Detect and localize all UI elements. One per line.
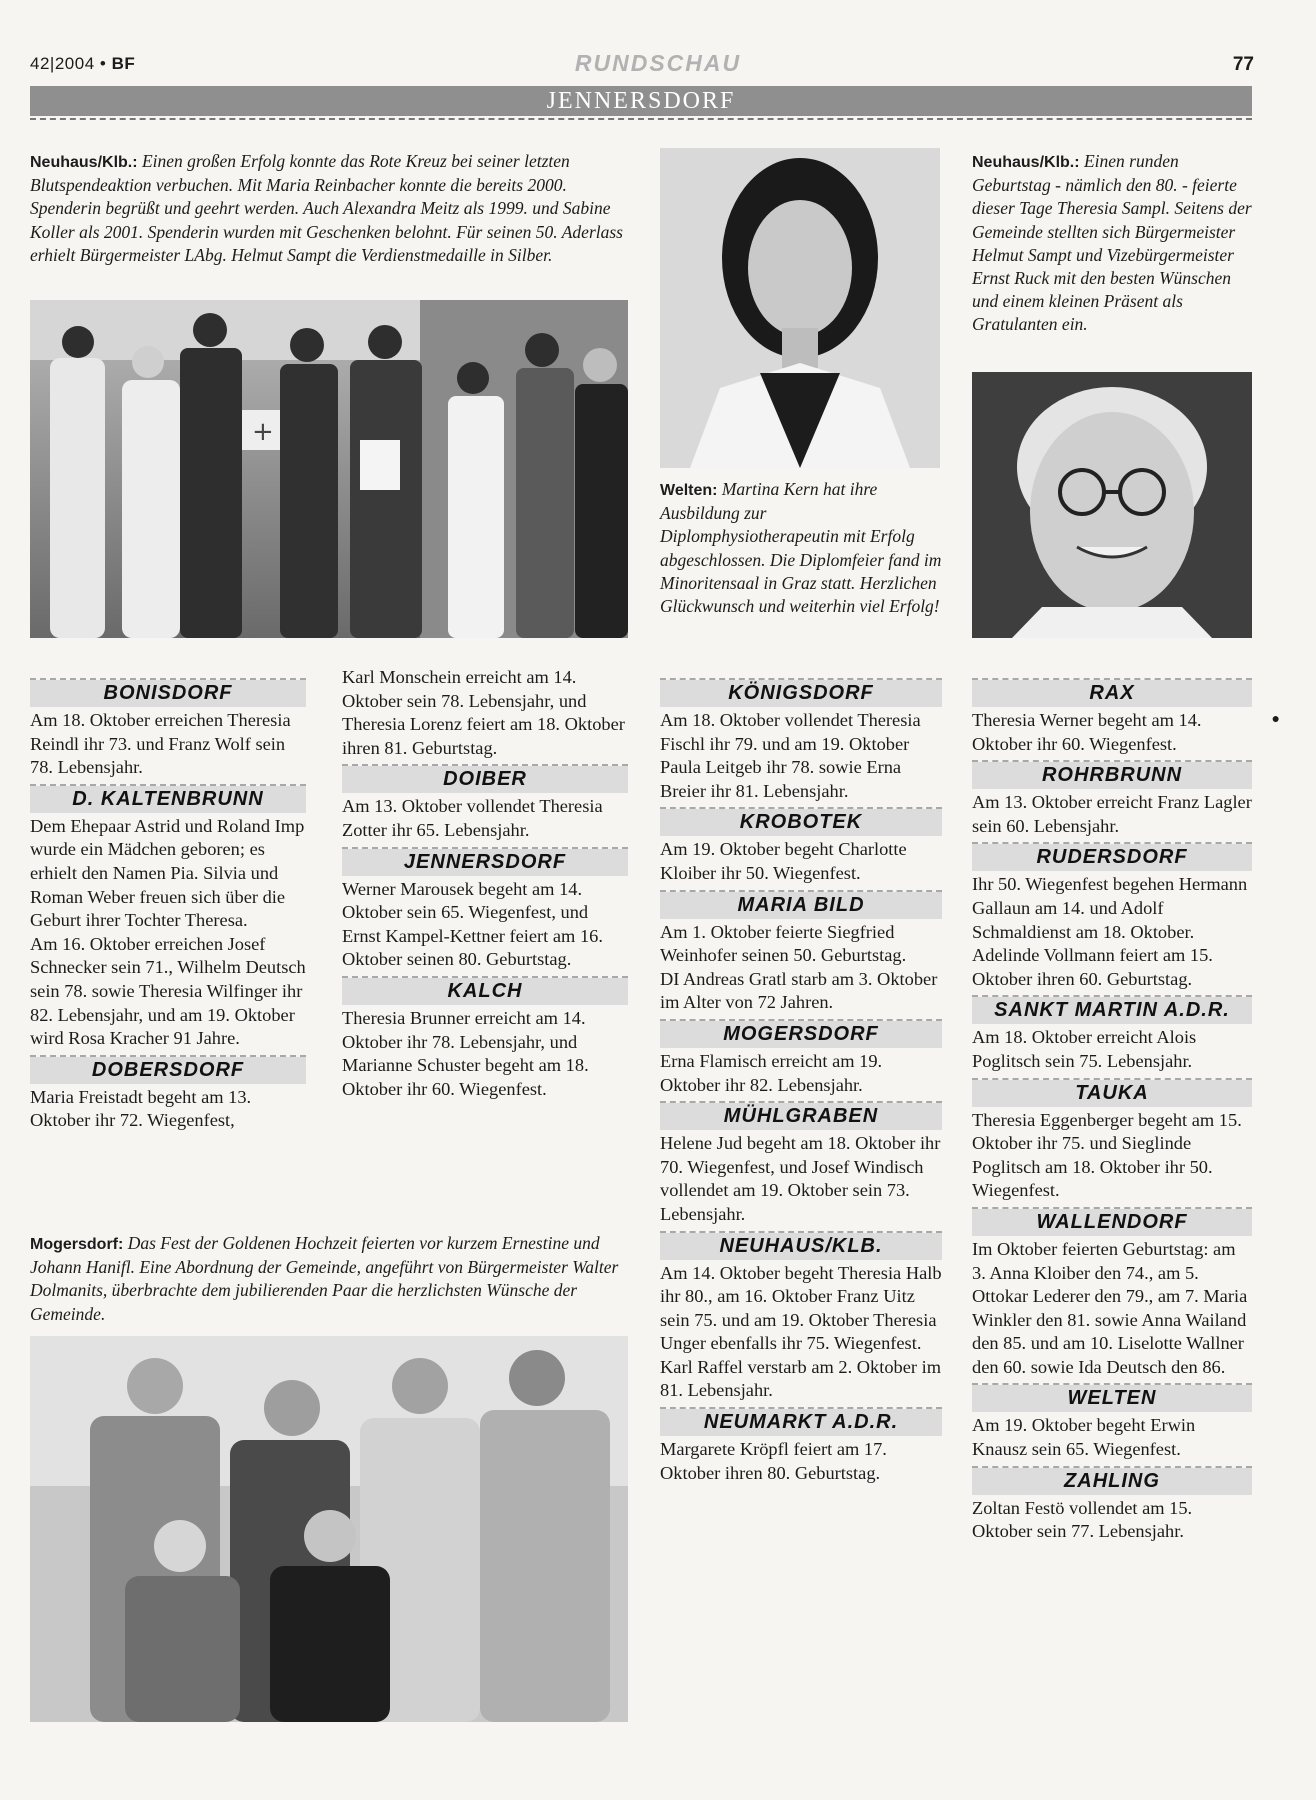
section-heading: ZAHLING [972,1468,1252,1495]
section-tauka [972,1078,1252,1203]
caption-location: Welten: [660,482,718,499]
banner-divider [30,118,1252,120]
section-rax [972,678,1252,756]
issue-bullet: • [99,54,107,73]
section-text: Erna Flamisch erreicht am 19. Oktober ihr 82. Lebensjahr. [660,1050,883,1095]
section-text: Dem Ehepaar Astrid und Roland Imp wurde ein Mädchen geboren; es erhielt den Namen Pia. Silvia und Roman Weber freuen sich über die Geburt ihrer Tochter Theresa. [30,815,305,931]
caption-location: Neuhaus/Klb.: [30,154,138,171]
section-text: Im Oktober feierten Geburtstag: am 3. Anna Kloiber den 74., am 5. Ottokar Lederer den 79., am 7. Maria Winkler den 81. sowie Anna Wailand den 85. und am 10. Liselotte Wallner den 60. sowie Ida Deutsch den 86. [972,1238,1248,1377]
section-text: Am 18. Oktober erreichen Theresia Reindl ihr 73. und Franz Wolf sein 78. Lebensjahr. [30,710,291,778]
section-text: Am 19. Oktober begeht Charlotte Kloiber ihr 50. Wiegenfest. [660,839,907,883]
section-text: Theresia Brunner erreicht am 14. Oktober ihr 78. Lebensjahr, und Marianne Schuster begeht am 18. Oktober ihr 60. Wiegenfest. [342,1007,589,1099]
scan-dot-icon: ● [1271,712,1280,727]
caption-blood-drive [30,150,630,267]
section-text: Zoltan Festö vollendet am 15. Oktober sein 77. Lebensjahr. [972,1497,1193,1542]
caption-golden-wedding [30,1232,630,1326]
section-wallendorf [972,1207,1252,1380]
svg-text:+: + [252,417,274,447]
section-heading: RUDERSDORF [972,844,1252,871]
section-text: Ihr 50. Wiegenfest begehen Hermann Gallaun am 14. und Adolf Schmaldienst am 18. Oktober. Adelinde Vollmann feiert am 15. Oktober ihren 60. Geburtstag. [972,874,1248,989]
section-heading: ROHRBRUNN [972,762,1252,789]
section-rudersdorf [972,842,1252,991]
section-heading: MARIA BILD [660,892,942,919]
caption-text: Einen großen Erfolg konnte das Rote Kreuz bei seiner letzten Blutspendeaktion verbuchen. Mit Maria Reinbacher konnte die bereits 2000. Spenderin begrüßt und geehrt werden. Auch Alexandra Meitz als 1999. und Sabine Koller als 2001. Spenderin wurden mit Geschenken belohnt. Für seinen 50. Aderlass erhielt Bürgermeister LAbg. Helmut Sampt die Verdienstmedaille in Silber. [30,151,623,265]
section-text: Werner Marousek begeht am 14. Oktober sein 65. Wiegenfest, und Ernst Kampel-Kettner feiert am 16. Oktober seinen 80. Geburtstag. [342,878,603,970]
section-text: Am 14. Oktober begeht Theresia Halb ihr 80., am 16. Oktober Franz Uitz sein 75. und am 19. Oktober Theresia Unger ebenfalls ihr 75. Wiegenfest. [660,1262,942,1354]
caption-location: Mogersdorf: [30,1236,124,1253]
section-muehlgraben [660,1101,942,1226]
section-text: Am 1. Oktober feierte Siegfried Weinhofer seinen 50. Geburtstag. [660,921,907,966]
section-text: Theresia Werner begeht am 14. Oktober ihr 60. Wiegenfest. [972,710,1202,754]
section-rohrbrunn [972,760,1252,838]
section-heading: DOBERSDORF [30,1057,306,1084]
blood-drive-group-photo [30,300,628,638]
section-heading: MOGERSDORF [660,1021,942,1048]
section-heading: DOIBER [342,766,628,793]
section-text-2: Karl Raffel verstarb am 2. Oktober im 81. Lebensjahr. [660,1356,942,1401]
section-text-continued: Karl Monschein erreicht am 14. Oktober sein 78. Lebensjahr, und Theresia Lorenz feiert am 18. Oktober ihren 81. Geburtstag. [342,667,625,758]
section-kalch [342,976,628,1101]
section-heading: WELTEN [972,1385,1252,1412]
caption-text: Einen runden Geburtstag - nämlich den 80. - feierte dieser Tage Theresia Sampl. Seitens der Gemeinde stellten sich Bürgermeister Helmut Sampt und Vizebürgermeister Ernst Ruck mit den besten Wünschen und einem kleinen Präsent als Gratulanten ein. [972,151,1252,335]
section-heading: D. KALTENBRUNN [30,786,306,813]
section-text: Maria Freistadt begeht am 13. Oktober ihr 72. Wiegenfest, [30,1086,252,1131]
caption-text: Martina Kern hat ihre Ausbildung zur Diplomphysiotherapeutin mit Erfolg abgeschlossen. Die Diplomfeier fand im Minoritensaal in Graz statt. Herzlichen Glückwunsch und weiterhin viel Erfolg! [660,479,942,617]
section-koenigsdorf [660,678,942,803]
section-neuhaus-klb [660,1231,942,1404]
section-heading: JENNERSDORF [342,849,628,876]
section-text: Am 18. Oktober erreicht Alois Poglitsch sein 75. Lebensjahr. [972,1027,1197,1071]
column-1 [30,674,306,1133]
section-krobotek [660,807,942,885]
section-heading: KALCH [342,978,628,1005]
section-heading: KROBOTEK [660,809,942,836]
newspaper-title: RUNDSCHAU [574,50,742,76]
section-heading: TAUKA [972,1080,1252,1107]
section-text: Am 18. Oktober vollendet Theresia Fischl ihr 79. und am 19. Oktober Paula Leitgeb ihr 78. sowie Erna Breier ihr 81. Lebensjahr. [660,710,921,801]
section-banner: JENNERSDORF [30,86,1252,116]
section-doiber [342,764,628,842]
section-zahling [972,1466,1252,1544]
section-text: Margarete Kröpfl feiert am 17. Oktober ihren 80. Geburtstag. [660,1439,887,1483]
section-text: Helene Jud begeht am 18. Oktober ihr 70. Wiegenfest, und Josef Windisch vollendet am 19. Oktober sein 73. Lebensjahr. [660,1133,941,1224]
section-text-2: Am 16. Oktober erreichen Josef Schnecker sein 71., Wilhelm Deutsch sein 78. sowie Theresia Wilfinger ihr 82. Lebensjahr, und am 19. Oktober wird Rosa Kracher 91 Jahre. [30,933,306,1049]
section-heading: BONISDORF [30,680,306,707]
section-d-kaltenbrunn [30,784,306,1051]
section-heading: RAX [972,680,1252,707]
region-code: BF [111,54,136,73]
column-3 [660,674,942,1485]
section-heading: WALLENDORF [972,1209,1252,1236]
section-text: Theresia Eggenberger begeht am 15. Oktober ihr 75. und Sieglinde Poglitsch am 18. Oktober ihr 50. Wiegenfest. [972,1109,1242,1201]
section-heading: NEUMARKT A.D.R. [660,1409,942,1436]
section-text: Am 13. Oktober erreicht Franz Lagler sein 60. Lebensjahr. [972,792,1252,836]
section-dobersdorf [30,1055,306,1133]
section-mogersdorf [660,1019,942,1097]
column-4 [972,674,1252,1544]
caption-location: Neuhaus/Klb.: [972,154,1080,171]
column-2 [342,666,628,1101]
section-heading: KÖNIGSDORF [660,680,942,707]
section-maria-bild [660,890,942,1015]
caption-welten [660,478,942,618]
caption-birthday [972,150,1252,337]
section-jennersdorf [342,847,628,972]
section-neumarkt-adr [660,1407,942,1485]
section-heading: SANKT MARTIN A.D.R. [972,997,1252,1024]
section-text: Am 13. Oktober vollendet Theresia Zotter ihr 65. Lebensjahr. [342,796,603,840]
martina-kern-portrait [660,148,940,468]
section-bonisdorf [30,678,306,780]
section-heading: MÜHLGRABEN [660,1103,942,1130]
section-sankt-martin-adr [972,995,1252,1073]
caption-text: Das Fest der Goldenen Hochzeit feierten vor kurzem Ernestine und Johann Hanifl. Eine Abordnung der Gemeinde, angeführt von Bürgermeister Walter Dolmanits, überbrachte dem jubilierenden Paar die herzlichsten Wünsche der Gemeinde. [30,1233,619,1324]
section-welten [972,1383,1252,1461]
theresia-sampl-portrait [972,372,1252,638]
golden-wedding-group-photo [30,1336,628,1722]
section-text: Am 19. Oktober begeht Erwin Knausz sein 65. Wiegenfest. [972,1415,1196,1460]
section-text-2: DI Andreas Gratl starb am 3. Oktober im Alter von 72 Jahren. [660,968,938,1013]
page-number: 77 [1232,54,1254,75]
section-heading: NEUHAUS/KLB. [660,1233,942,1260]
issue-number: 42|2004 [30,54,95,73]
